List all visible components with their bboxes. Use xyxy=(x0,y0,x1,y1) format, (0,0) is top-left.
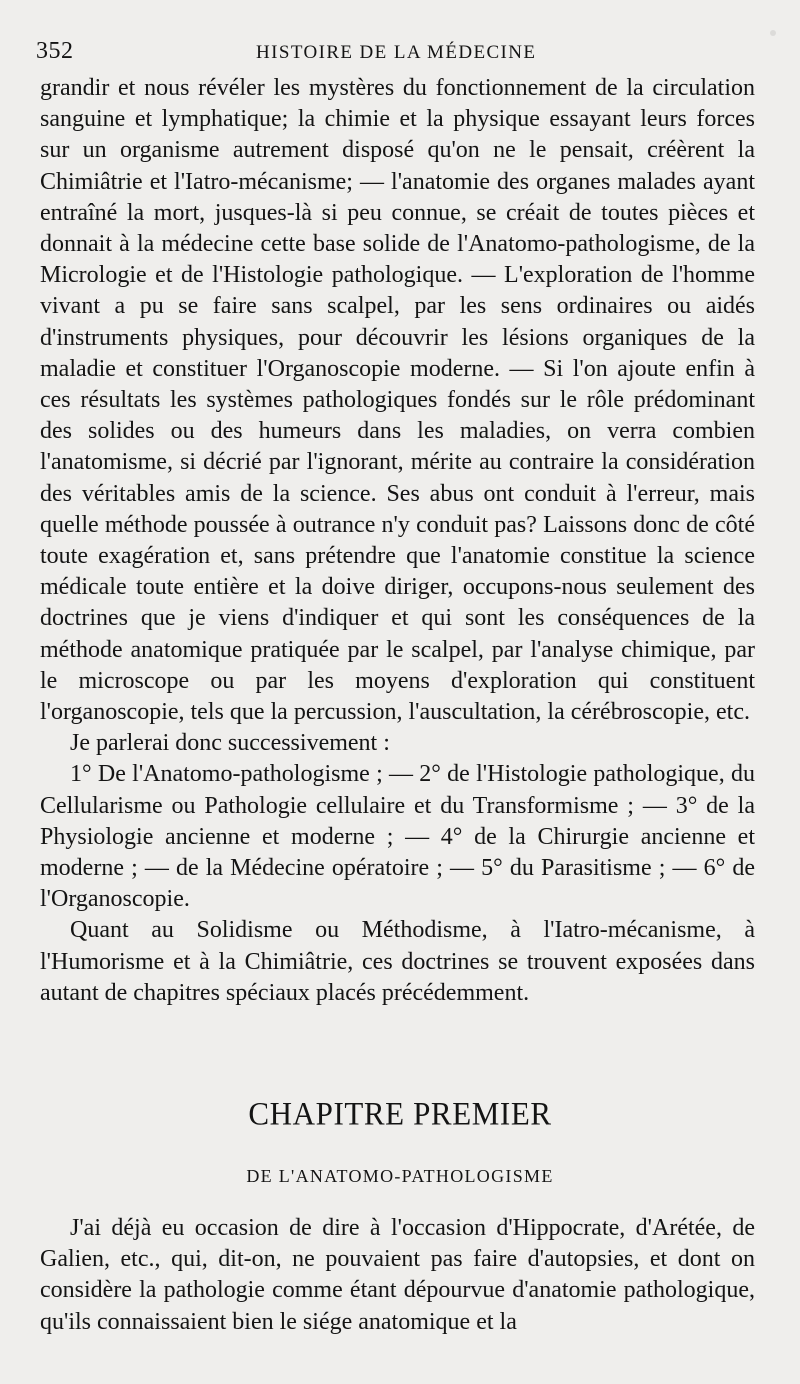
chapter-title: CHAPITRE PREMIER xyxy=(248,1095,552,1132)
chapter-paragraph-1: J'ai déjà eu occasion de dire à l'occasion d'Hippocrate, d'Arétée, de Galien, etc., qui, dit-on, ne pouvaient pas faire d'autopsies, et dont on considère la pathologie comme étant dépourvue d'anatomie pathologique, qu'ils connaissaient bien le siége anatomique et la xyxy=(40,1215,755,1335)
paper-mark xyxy=(770,30,776,36)
chapter-text xyxy=(40,1213,755,1338)
paragraph-3: 1° De l'Anatomo-pathologisme ; — 2° de l'Histologie pathologique, du Cellularisme ou Pathologie cellulaire et du Transformisme ; — 3° de la Physiologie ancienne et moderne ; — 4° de la Chirurgie ancienne et moderne ; — de la Médecine opératoire ; — 5° du Parasitisme ; — 6° de l'Organoscopie. xyxy=(40,761,755,913)
page-header xyxy=(36,38,754,68)
paragraph-1: grandir et nous révéler les mystères du fonctionnement de la circulation sanguine et lymphatique; la chimie et la physique essayant leurs forces sur un organisme autrement disposé qu'on ne le pensait, créèrent la Chimiâtrie et l'Iatro-mécanisme; — l'anatomie des organes malades ayant entraîné la mort, jusques-là si peu connue, se créait de toutes pièces et donnait à la médecine cette base solide de l'Anatomo-pathologisme, de la Micrologie et de l'Histologie pathologique. — L'exploration de l'homme vivant a pu se faire sans scalpel, par les sens ordinaires ou aidés d'instruments physiques, pour découvrir les lésions organiques de la maladie et constituer l'Organoscopie moderne. — Si l'on ajoute enfin à ces résultats les systèmes pathologiques fondés sur le rôle prédominant des solides ou des humeurs dans les maladies, on verra combien l'anatomisme, si décrié par l'ignorant, mérite au contraire la considération des véritables amis de la science. Ses abus ont conduit à l'erreur, mais quelle méthode poussée à outrance n'y conduit pas? Laissons donc de côté toute exagération et, sans prétendre que l'anatomie constitue la science médicale toute entière et la doive diriger, occupons-nous seulement des doctrines que je viens d'indiquer et qui sont les conséquences de la méthode anatomique pratiquée par le scalpel, par l'analyse chimique, par le microscope ou par les moyens d'exploration qui constituent l'organoscopie, tels que la percussion, l'auscultation, la cérébroscopie, etc. xyxy=(40,75,755,726)
paragraph-2: Je parlerai donc successivement : xyxy=(70,730,390,757)
paragraph-4: Quant au Solidisme ou Méthodisme, à l'Iatro-mécanisme, à l'Humorisme et à la Chimiâtrie, ces doctrines se trouvent exposées dans autant de chapitres spéciaux placés précédemment. xyxy=(40,917,755,1006)
body-text xyxy=(40,73,755,1009)
running-head: HISTOIRE DE LA MÉDECINE xyxy=(256,42,537,63)
page-number: 352 xyxy=(36,38,74,64)
chapter-subtitle: DE L'ANATOMO-PATHOLOGISME xyxy=(246,1166,554,1186)
